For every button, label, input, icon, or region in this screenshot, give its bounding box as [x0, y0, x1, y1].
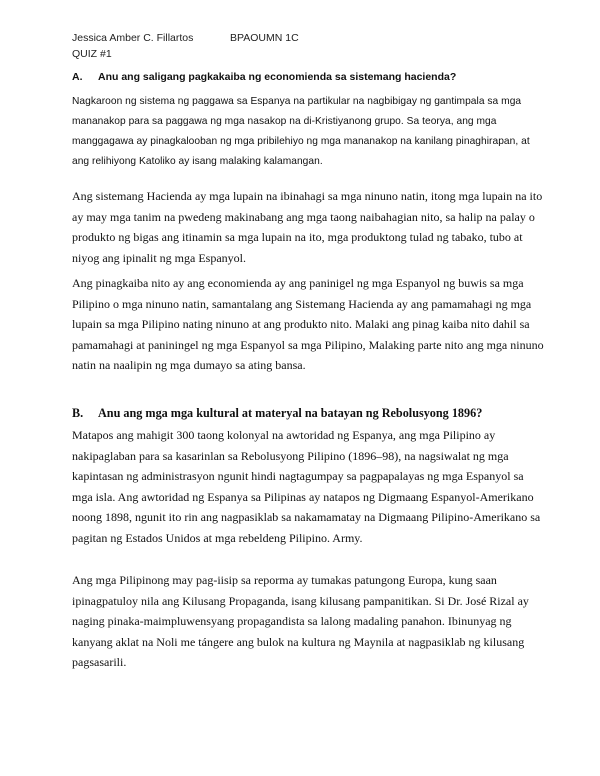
question-a-text: Anu ang saligang pagkakaiba ng economienda sa sistemang hacienda?	[98, 71, 457, 83]
answer-b-paragraph-1: Matapos ang mahigit 300 taong kolonyal na awtoridad ng Espanya, ang mga Pilipino ay nakipaglaban para sa kasarinlan sa Rebolusyong Pilipino (1896–98), na nagsiwalat ng mga kapintasan ng administrasyon ngunit hindi nagtagumpay sa pagpapalayas ng mga Espanyol sa mga isla. Ang awtoridad ng Espanya sa Pilipinas ay natapos ng Digmaang Espanyol-Amerikano noong 1898, ngunit ito rin ang nagpasiklab sa nakamamatay na Digmaang Pilipino-Amerikano sa pagitan ng Estados Unidos at mga rebeldeng Pilipino. Army.	[72, 428, 541, 545]
question-b-text: Anu ang mga mga kultural at materyal na batayan ng Rebolusyong 1896?	[98, 406, 483, 420]
answer-a-paragraph-3: Ang pinagkaiba nito ay ang economienda ay ang paninigel ng mga Espanyol ng buwis sa mga Pilipino o mga ninuno natin, samantalang ang Sistemang Hacienda ay ang pamamahagi ng mga lupain sa mga Pilipino nating ninuno at ang produkto nito. Malaki ang pinag kaiba nito dahil sa pamamahagi at paniningel ng mga Espanyol sa mga Pilipino, Malaking parte nito ang mga ninuno natin na naalipin ng mga dumayo sa ating bansa.	[72, 276, 544, 373]
quiz-label: QUIZ #1	[72, 48, 112, 60]
student-name: Jessica Amber C. Fillartos	[72, 32, 194, 44]
answer-b-paragraph-2: Ang mga Pilipinong may pag-iisip sa reporma ay tumakas patungong Europa, kung saan ipinagpatuloy nila ang Kilusang Propaganda, isang kilusang pampanitikan. Si Dr. José Rizal ay naging pinaka-maimpluwensyang propagandista sa lalong madaling panahon. Ibinunyag ng kanyang aklat na Noli me tángere ang bulok na kultura ng Maynila at nagpasiklab ng kilusang pagsasarili.	[72, 573, 529, 670]
question-b-letter: B.	[72, 406, 84, 420]
question-a-letter: A.	[72, 71, 83, 83]
answer-a-paragraph-1: Nagkaroon ng sistema ng paggawa sa Espanya na partikular na nagbibigay ng gantimpala sa mga mananakop para sa paggawa ng mga nasakop na di-Kristiyanong grupo. Sa teorya, ang mga manggagawa ay pinagkalooban ng mga pribilehiyo ng mga mananakop na kanilang pinaghirapan, at ang relihiyong Katoliko ay isang malaking kalamangan.	[72, 96, 530, 167]
answer-a-paragraph-2: Ang sistemang Hacienda ay mga lupain na ibinahagi sa mga ninuno natin, itong mga lupain na ito ay may mga tanim na pwedeng makinabang ang mga taong naibahagian nito, sa halip na palay o produkto ng bigas ang itinamin sa mga lupain na ito, mga produktong tulad ng tabako, tubo at niyog ang ipinalit ng mga Espanyol.	[72, 189, 543, 265]
question-a	[72, 71, 542, 83]
question-b	[72, 406, 542, 421]
class-section: BPAOUMN 1C	[230, 32, 299, 44]
